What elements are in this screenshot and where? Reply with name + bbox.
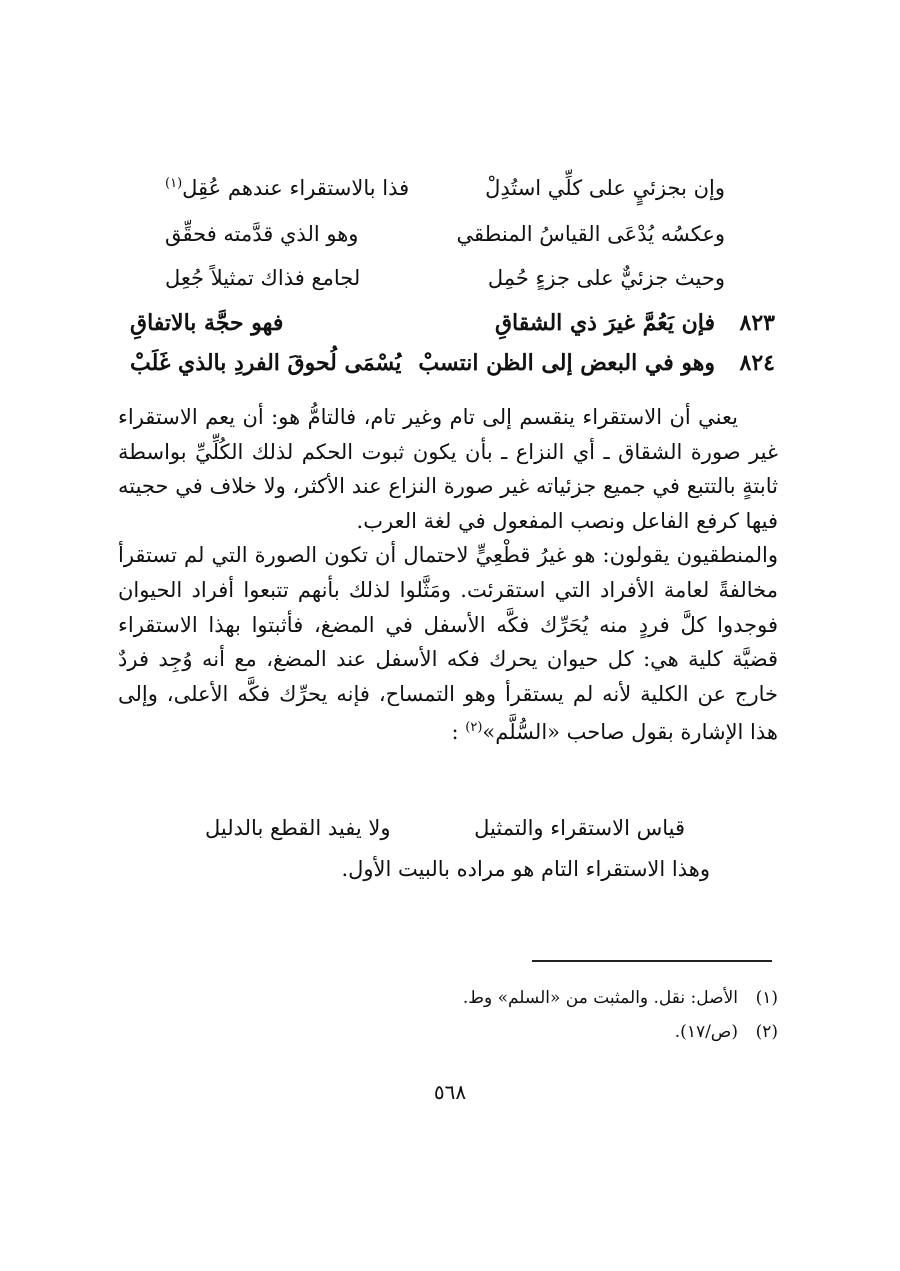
paragraph-2-tail: : xyxy=(451,720,466,745)
paragraph-1: يعني أن الاستقراء ينقسم إلى تام وغير تام، فالتامُّ هو: أن يعم الاستقراء غير صورة الشقاق ـ أي النزاع ـ بأن يكون ثبوت الحكم لذلك الكُلِّيِّ بواسطة ثابتةٍ بالتتبع في جميع جزئياته غير صورة النزاع عند الأكثر، ولا خلاف في حجيته فيها كرفع الفاعل ونصب المفعول في لغة العرب. xyxy=(118,405,778,533)
paragraph-2-text: والمنطقيون يقولون: هو غيرُ قطْعِيٍّ لاحتمال أن تكون الصورة التي لم تستقرأ مخالفةً لعامة الأفراد التي استقرئت. ومَثَّلوا لذلك بأنهم تتبعوا أفراد الحيوان فوجدوا كلَّ فردٍ منه يُحَرِّك فكَّه الأسفل في المضغ، فأثبتوا بهذا الاستقراء قضيَّة كلية هي: كل حيوان يحرك فكه الأسفل عند المضغ، مع أنه وُجِد فردٌ خارج عن الكلية لأنه لم يستقرأ وهو التمساح، فإنه يحرِّك فكَّه الأعلى، وإلى هذا الإشارة بقول صاحب «السُّلَّم» xyxy=(118,543,778,745)
verse-1-second-text: فذا بالاستقراء عندهم عُقِل xyxy=(182,176,410,200)
footnote-1-text: الأصل: نقل. والمثبت من «السلم» وط. xyxy=(462,988,738,1008)
footnote-1 xyxy=(463,988,778,1008)
verse-3-first-hemistich: وحيث جزئيٌّ على جزءٍ حُمِل xyxy=(487,266,725,290)
verse-2-second-hemistich: وهو الذي قدَّمته فحقِّق xyxy=(165,222,359,246)
paragraph-2 xyxy=(118,538,778,750)
verse-823-second-hemistich: فهو حجَّة بالاتفاقِ xyxy=(130,310,284,336)
closing-sentence: وهذا الاستقراء التام هو مراده بالبيت الأول. xyxy=(341,857,710,881)
footnote-1-number: (١) xyxy=(755,988,778,1008)
verse-3-second-hemistich: لجامع فذاك تمثيلاً جُعِل xyxy=(165,266,361,290)
footnote-2 xyxy=(675,1022,778,1042)
verse-line-3 xyxy=(165,266,725,302)
footnote-2-number: (٢) xyxy=(755,1022,778,1042)
numbered-verse-823 xyxy=(130,310,775,346)
verse-line-1 xyxy=(165,176,725,212)
verse-1-first-hemistich: وإن بجزئيٍ على كلِّي استُدِلْ xyxy=(485,176,725,200)
verse-2-first-hemistich: وعكسُه يُدْعَى القياسُ المنطقي xyxy=(456,222,725,246)
footnote-divider xyxy=(532,960,772,962)
numbered-verse-824 xyxy=(130,350,775,386)
footnote-ref-2[interactable]: (٢) xyxy=(465,720,483,736)
verse-824-second-hemistich: يُسْمَى لُحوقَ الفردِ بالذي غَلَبْ xyxy=(130,350,402,376)
verse-1-second-hemistich xyxy=(165,176,409,200)
verse-line-2 xyxy=(165,222,725,258)
footnote-2-text: (ص/١٧). xyxy=(674,1022,738,1042)
quoted-verse-second-hemistich: ولا يفيد القطع بالدليل xyxy=(205,816,391,840)
verse-823-first-hemistich: فإن يَعُمَّ غيرَ ذي الشقاقِ xyxy=(494,310,715,336)
verse-number: ٨٢٣ xyxy=(739,310,775,336)
quoted-verse-first-hemistich: قياس الاستقراء والتمثيل xyxy=(474,816,685,840)
verse-number: ٨٢٤ xyxy=(739,350,775,376)
quoted-verse xyxy=(205,816,685,852)
commentary-body xyxy=(118,400,778,750)
page-number: ٥٦٨ xyxy=(433,1080,467,1104)
verse-824-first-hemistich: وهو في البعض إلى الظن انتسبْ xyxy=(418,350,715,376)
footnote-ref-1[interactable]: (١) xyxy=(165,176,183,191)
